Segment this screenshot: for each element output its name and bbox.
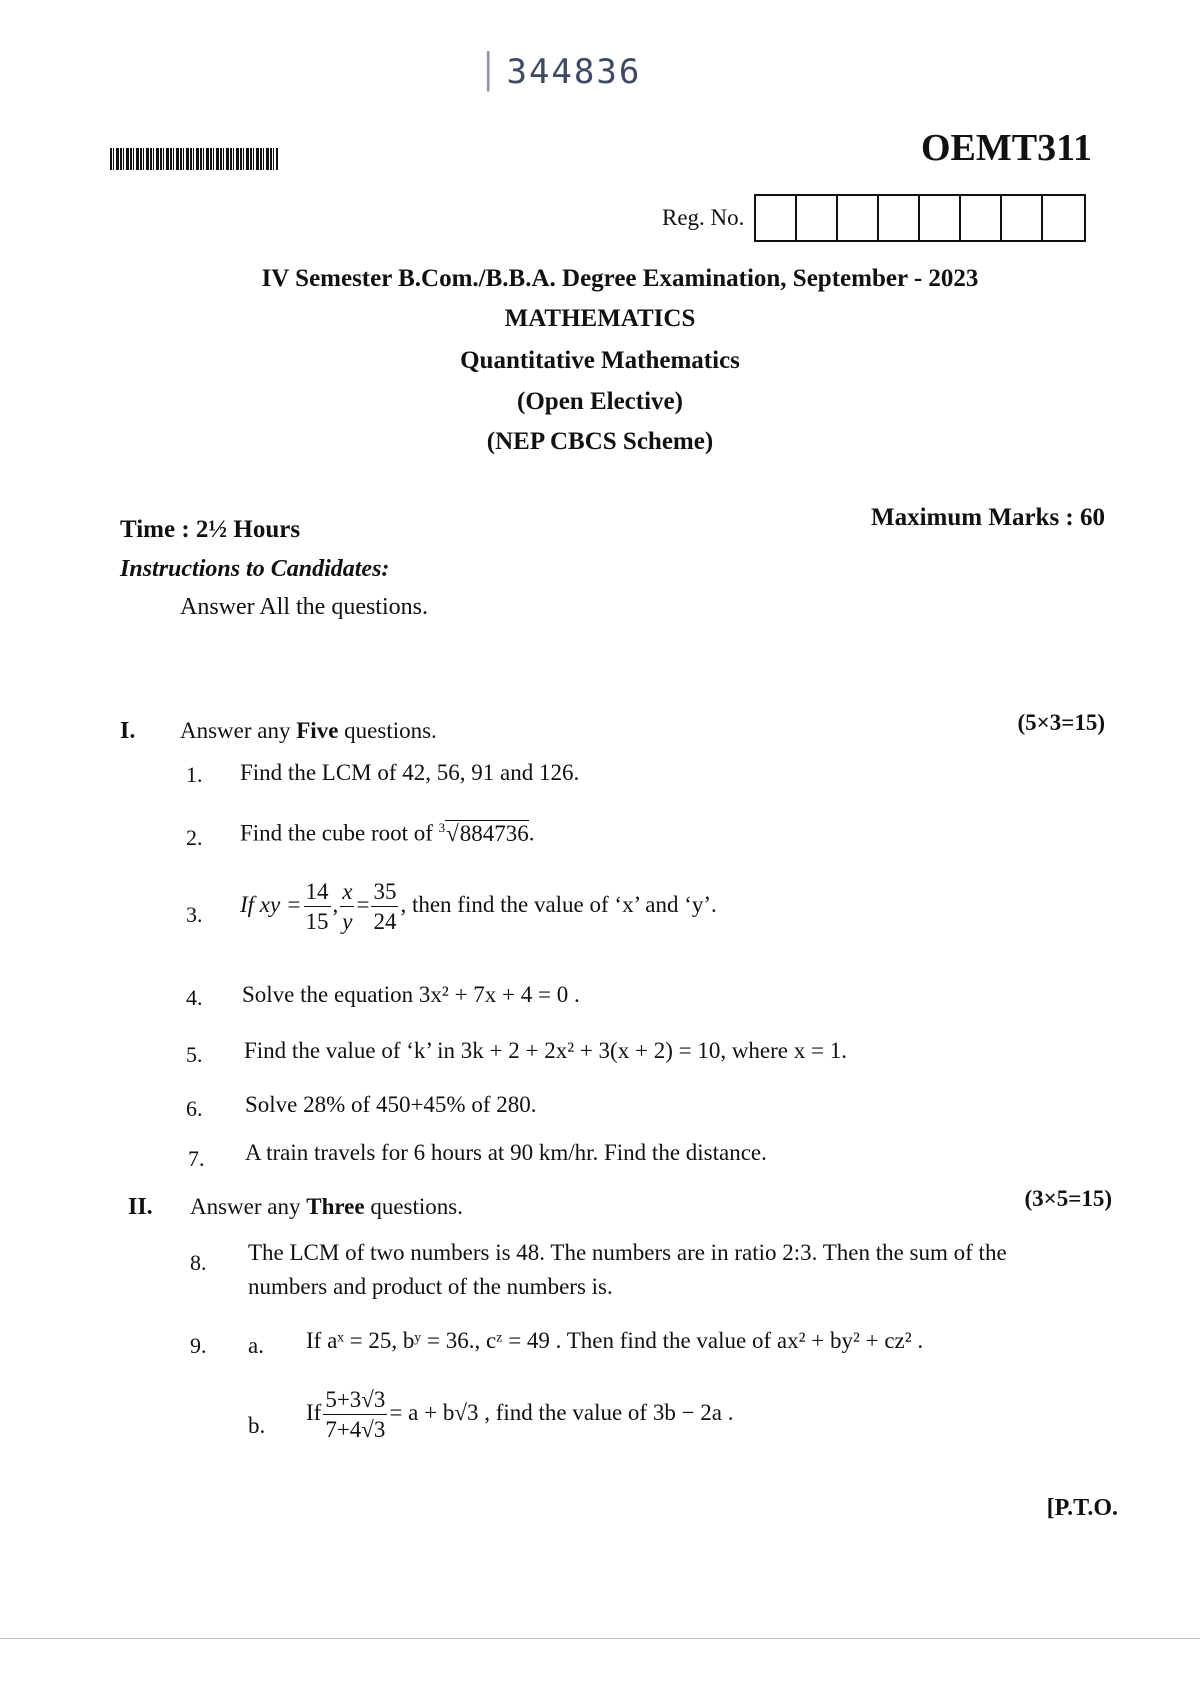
reg-box (756, 196, 797, 240)
reg-box (1002, 196, 1043, 240)
time-allowed: Time : 2½ Hours (120, 516, 301, 543)
reg-label: Reg. No. (662, 205, 745, 230)
fraction: $\frac{5+3√3}{7+4√3}$ (325, 1387, 386, 1442)
question-number: 9. (190, 1333, 207, 1358)
section-number: II. (128, 1194, 153, 1220)
question-number: 1. (186, 762, 203, 787)
reg-box (838, 196, 879, 240)
section-marks: (3×5=15) (1024, 1186, 1112, 1211)
registration-number-row (662, 194, 1086, 242)
please-turn-over: [P.T.O. (1046, 1495, 1118, 1521)
reg-box (797, 196, 838, 240)
reg-box (961, 196, 1002, 240)
question-text: Find the cube root of $^3$√884736. (240, 820, 535, 846)
subquestion-text: If aˣ = 25, bʸ = 36., cᶻ = 49 . Then find the value of ax² + by² + cz² . (306, 1328, 924, 1353)
question-number: 7. (188, 1146, 205, 1171)
reg-number-boxes (754, 194, 1086, 242)
reg-box (920, 196, 961, 240)
barcode-image (110, 148, 278, 170)
fraction: $\frac{35}{24}$ (373, 879, 397, 934)
reg-box (1043, 196, 1084, 240)
section-number: I. (120, 718, 136, 744)
instructions-text: Answer All the questions. (180, 594, 428, 620)
question-number: 4. (186, 985, 203, 1010)
question-text: The LCM of two numbers is 48. The numbers are in ratio 2:3. Then the sum of the numbers and product of the numbers is. (248, 1240, 1007, 1299)
subquestion-text: If $\frac{5+3√3}{7+4√3}$ = a + b√3 , find the value of 3b − 2a . (306, 1387, 734, 1442)
subquestion-label: b. (248, 1413, 266, 1438)
question-number: 2. (186, 825, 203, 850)
section-marks: (5×3=15) (1017, 710, 1105, 735)
reg-box (879, 196, 920, 240)
instructions-heading: Instructions to Candidates: (120, 556, 390, 582)
question-number: 3. (186, 902, 203, 927)
paper-type: (Open Elective) (517, 388, 683, 415)
maximum-marks: Maximum Marks : 60 (871, 504, 1105, 531)
question-text: A train travels for 6 hours at 90 km/hr. Find the distance. (245, 1140, 767, 1165)
question-text: Solve the equation 3x² + 7x + 4 = 0 . (242, 982, 580, 1007)
serial-number-value: 344836 (506, 52, 642, 92)
page-bottom-rule (0, 1638, 1200, 1639)
serial-number (478, 52, 641, 92)
section-instruction: Answer any Three questions. (190, 1194, 463, 1219)
exam-title: IV Semester B.Com./B.B.A. Degree Examination, September - 2023 (261, 265, 979, 292)
subject-title: MATHEMATICS (504, 305, 696, 332)
question-number: 6. (186, 1096, 203, 1121)
subquestion-label: a. (248, 1333, 264, 1358)
serial-mark: │ (478, 52, 501, 92)
section-instruction: Answer any Five questions. (180, 718, 437, 743)
question-number: 8. (190, 1250, 207, 1275)
paper-code: OEMT311 (920, 127, 1092, 169)
question-text: Solve 28% of 450+45% of 280. (245, 1092, 537, 1117)
paper-title: Quantitative Mathematics (460, 347, 740, 374)
scheme-title: (NEP CBCS Scheme) (486, 428, 714, 455)
fraction: $\frac{14}{15}$ (305, 879, 329, 934)
question-text: If xy = $\frac{14}{15}$ , $\frac{x}{y}$ = $\frac{35}{24}$ , then find the value of ‘x’ and ‘y’. (240, 879, 717, 934)
fraction: $\frac{x}{y}$ (342, 879, 353, 934)
question-text: Find the value of ‘k’ in 3k + 2 + 2x² + 3(x + 2) = 10, where x = 1. (244, 1038, 847, 1063)
question-number: 5. (186, 1042, 203, 1067)
question-text: Find the LCM of 42, 56, 91 and 126. (240, 760, 580, 785)
